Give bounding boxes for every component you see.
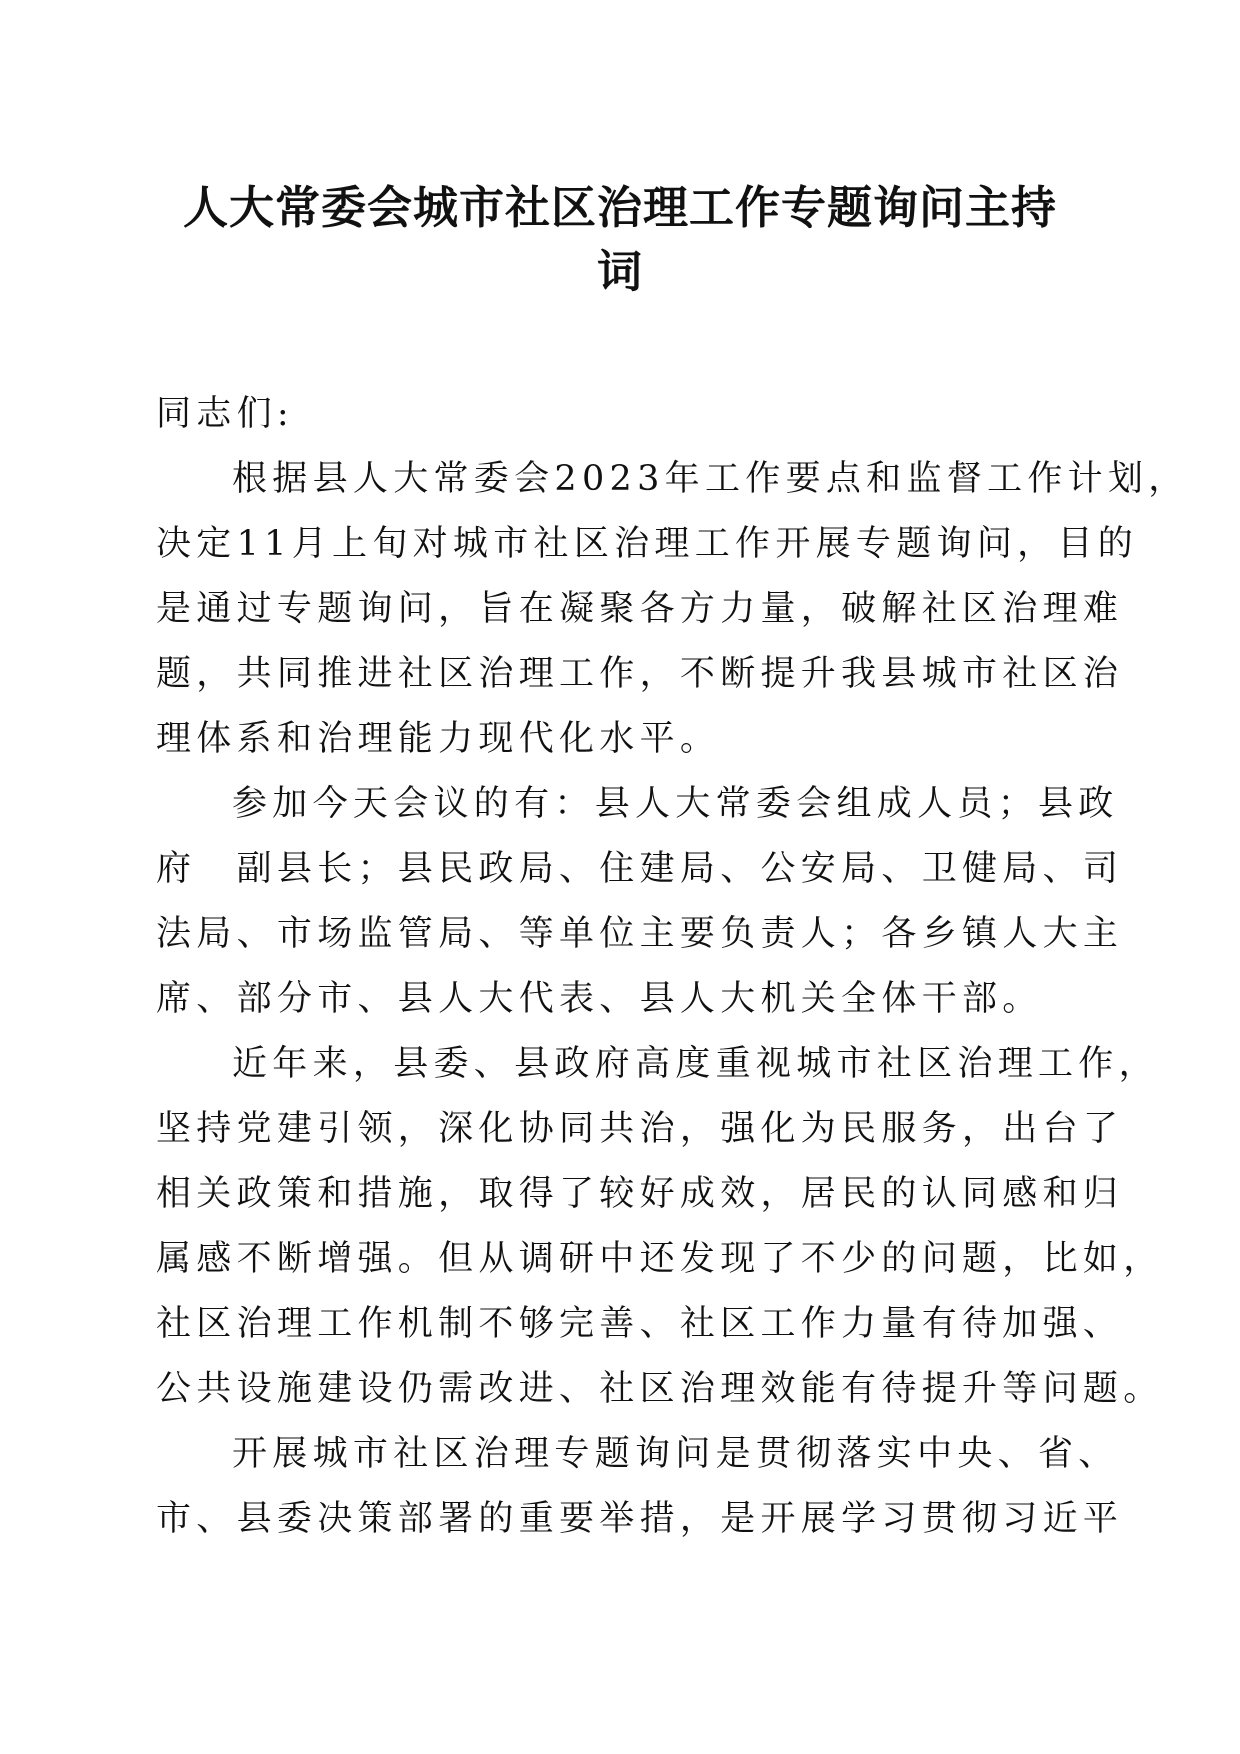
paragraph-line: 题，共同推进社区治理工作，不断提升我县城市社区治 <box>156 654 1124 694</box>
paragraph-line: 府 副县长；县民政局、住建局、公安局、卫健局、司 <box>156 849 1124 889</box>
paragraph-purpose <box>156 447 1189 772</box>
paragraph-line: 法局、市场监管局、等单位主要负责人；各乡镇人大主 <box>156 914 1124 954</box>
paragraph-line: 是通过专题询问，旨在凝聚各方力量，破解社区治理难 <box>156 589 1124 629</box>
paragraph-line: 根据县人大常委会2023年工作要点和监督工作计划， <box>232 459 1189 499</box>
paragraph-line: 属感不断增强。但从调研中还发现了不少的问题，比如， <box>156 1239 1164 1279</box>
paragraph-line: 近年来，县委、县政府高度重视城市社区治理工作， <box>232 1044 1159 1084</box>
paragraph-line: 社区治理工作机制不够完善、社区工作力量有待加强、 <box>156 1304 1124 1344</box>
document-title <box>150 176 1090 304</box>
paragraph-line: 相关政策和措施，取得了较好成效，居民的认同感和归 <box>156 1174 1124 1214</box>
paragraph-line: 开展城市社区治理专题询问是贯彻落实中央、省、 <box>232 1434 1119 1474</box>
paragraph-line: 决定11月上旬对城市社区治理工作开展专题询问，目的 <box>156 524 1139 564</box>
paragraph-line: 公共设施建设仍需改进、社区治理效能有待提升等问题。 <box>156 1369 1164 1409</box>
paragraph-line: 市、县委决策部署的重要举措，是开展学习贯彻习近平 <box>156 1499 1124 1539</box>
paragraph-line: 坚持党建引领，深化协同共治，强化为民服务，出台了 <box>156 1109 1124 1149</box>
title-line: 人大常委会城市社区治理工作专题询问主持 <box>182 181 1057 234</box>
paragraph-line: 参加今天会议的有：县人大常委会组成人员；县政 <box>232 784 1119 824</box>
paragraph-significance <box>156 1422 1124 1552</box>
paragraph-line: 理体系和治理能力现代化水平。 <box>156 719 721 759</box>
paragraph-attendees <box>156 772 1124 1032</box>
document-body <box>156 382 1189 1552</box>
salutation: 同志们: <box>156 394 294 434</box>
title-line: 词 <box>596 245 643 298</box>
paragraph-background <box>156 1032 1164 1422</box>
paragraph-line: 席、部分市、县人大代表、县人大机关全体干部。 <box>156 979 1043 1019</box>
